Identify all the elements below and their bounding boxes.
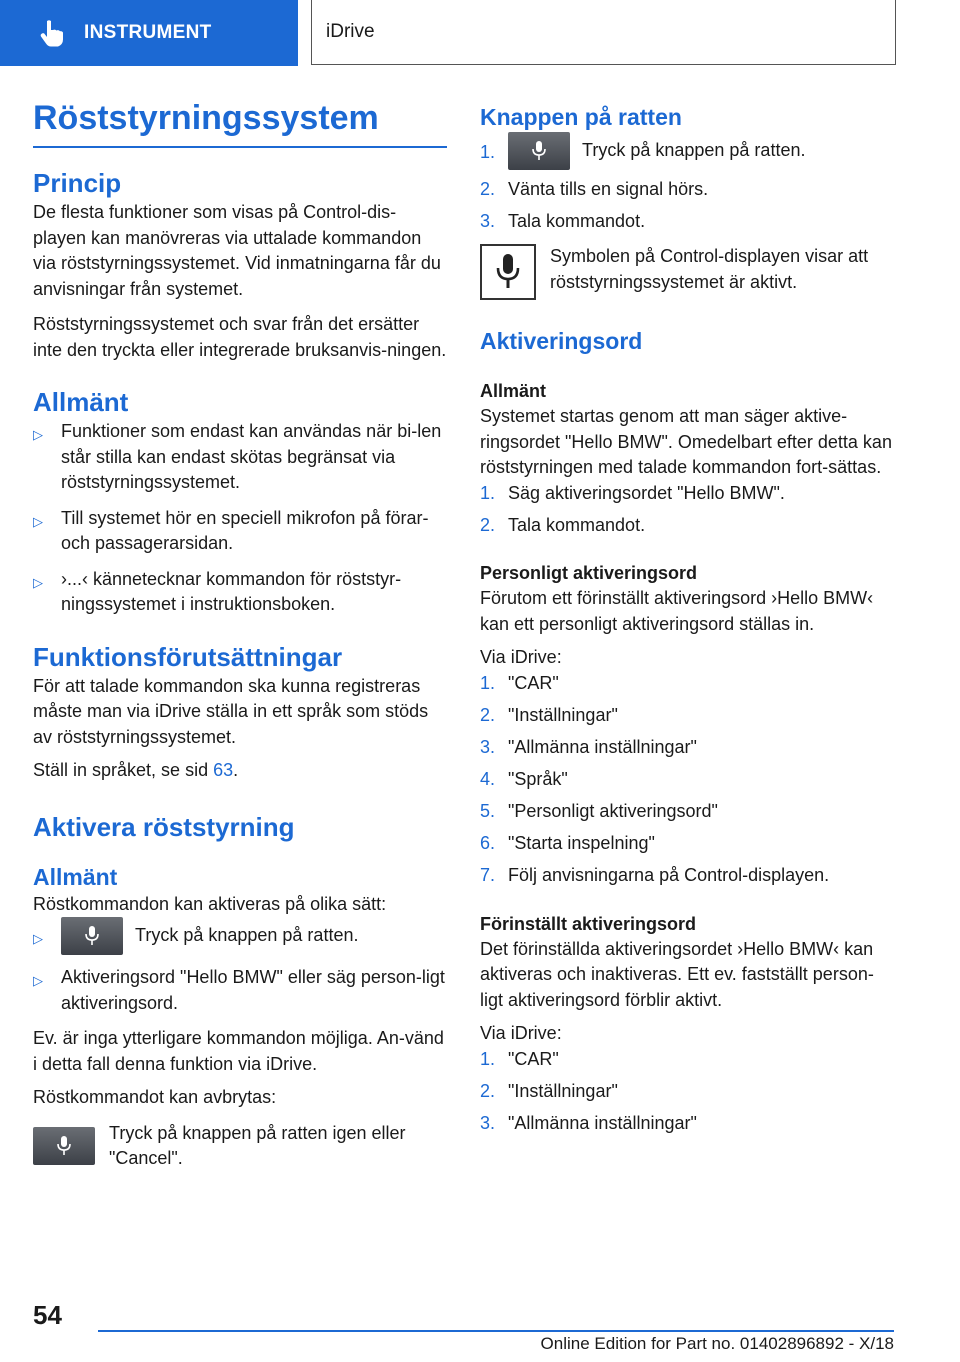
section-heading-funktionsforutsattningar: Funktionsförutsättningar (33, 641, 343, 672)
step-number: 5. (480, 801, 496, 822)
step-number: 3. (480, 1113, 496, 1134)
step-number: 2. (480, 178, 496, 199)
right-column (480, 96, 894, 1137)
list-item: 4. "Språk" (480, 767, 894, 793)
aktivera-list (33, 917, 447, 1016)
step-number: 7. (480, 865, 496, 886)
aktivera-cancel-intro: Röstkommandot kan avbrytas: (33, 1087, 277, 1107)
aktivera-note: Ev. är inga ytterligare kommandon möjliga. An-vänd i detta fall denna funktion via iDrive. (33, 1028, 444, 1074)
list-item: 6. "Starta inspelning" (480, 831, 894, 857)
microphone-icon (84, 925, 100, 947)
triangle-bullet-icon: ▷ (33, 513, 43, 529)
list-item: 3. "Allmänna inställningar" (480, 1111, 894, 1137)
list-item: ▷ ›...‹ kännetecknar kommandon för röststyr-ningssystemet i instruktionsboken. (33, 568, 402, 614)
list-item: 2. "Inställningar" (480, 1079, 894, 1105)
list-item: 5. "Personligt aktiveringsord" (480, 799, 894, 825)
list-item: 1. Säg aktiveringsordet "Hello BMW". (480, 481, 894, 507)
microphone-icon (531, 140, 547, 162)
princip-paragraph-1: De flesta funktioner som visas på Control-dis-playen kan manövreras via uttalade kommandon via röststyrningssystemet. Vid inmatningarna får du anvisningar från systemet. (33, 202, 441, 299)
list-item: 3. Tala kommandot. (480, 209, 894, 235)
microphone-icon (494, 252, 522, 292)
personligt-paragraph: Förutom ett förinställt aktiveringsord ›Hello BMW‹ kan ett personligt aktiveringsord ställas in. (480, 588, 874, 634)
section-heading-princip: Princip (33, 168, 122, 198)
knappen-steps (480, 132, 894, 234)
list-item: 1. "CAR" (480, 671, 894, 697)
triangle-bullet-icon: ▷ (33, 931, 43, 946)
list-item: ▷ Funktioner som endast kan användas när bi-len står stilla kan endast skötas begränsat via röststyrningssystemet. (33, 421, 442, 492)
via-idrive-label: Via iDrive: (480, 1023, 562, 1044)
step-number: 2. (480, 514, 496, 535)
page-footer (33, 1300, 894, 1353)
subheading-knappen: Knappen på ratten (480, 104, 682, 130)
page-header (0, 0, 960, 66)
step-number: 1. (480, 142, 496, 162)
list-item: 3. "Allmänna inställningar" (480, 735, 894, 761)
edition-text: Online Edition for Part no. 01402896892 - X/18 (540, 1334, 894, 1353)
section-heading-aktivera: Aktivera röststyrning (33, 811, 295, 842)
footer-divider (98, 1330, 894, 1332)
personligt-steps (480, 671, 894, 889)
list-item: ▷ Aktiveringsord "Hello BMW" eller säg person-ligt aktiveringsord. (33, 967, 445, 1013)
triangle-bullet-icon: ▷ (33, 973, 43, 988)
step-number: 2. (480, 704, 496, 725)
list-item: 7. Följ anvisningarna på Control-displayen. (480, 863, 894, 889)
voice-button-image (61, 917, 123, 955)
subheading-allmant: Allmänt (33, 863, 118, 890)
step-number: 6. (480, 833, 496, 854)
symbol-text: Symbolen på Control-displayen visar att röststyrningssystemet är aktivt. (550, 246, 869, 292)
step-number: 1. (480, 482, 496, 503)
voice-button-image (508, 132, 570, 170)
cancel-row (33, 1121, 447, 1172)
minor-heading-forinstallt: Förinställt aktiveringsord (480, 913, 697, 934)
aktiveringsord-steps (480, 481, 894, 539)
breadcrumb-label: iDrive (326, 21, 375, 42)
list-item: 2. Vänta tills en signal hörs. (480, 177, 894, 203)
page-title: Röststyrningssystem (33, 96, 447, 148)
step-number: 3. (480, 736, 496, 757)
hand-pointer-icon (36, 18, 66, 48)
left-column (33, 96, 447, 1172)
step-number: 2. (480, 1080, 496, 1101)
page-number: 54 (33, 1300, 62, 1330)
list-item: ▷ Tryck på knappen på ratten. (33, 917, 447, 955)
forinstallt-paragraph: Det förinställda aktiveringsordet ›Hello BMW‹ kan aktiveras och inaktiveras. Ett ev. fastställt person-ligt aktiveringsord förblir aktivt. (480, 938, 874, 1010)
triangle-bullet-icon: ▷ (33, 574, 43, 590)
princip-paragraph-2: Röststyrningssystemet och svar från det ersätter inte den tryckta eller integrerade bruksanvis-ningen. (33, 314, 447, 360)
funktion-paragraph-1: För att talade kommandon ska kunna registreras måste man via iDrive ställa in ett språk som stöds av röststyrningssystemet. (33, 675, 429, 747)
aktivera-intro: Röstkommandon kan aktiveras på olika sätt: (33, 893, 387, 914)
list-item: 1. Tryck på knappen på ratten. (480, 132, 894, 170)
minor-heading-allmant: Allmänt (480, 381, 547, 402)
voice-button-image (33, 1127, 95, 1165)
list-item: ▷ Till systemet hör en speciell mikrofon på förar- och passagerarsidan. (33, 507, 429, 553)
via-idrive-label: Via iDrive: (480, 647, 562, 668)
funktion-paragraph-2: Ställ in språket, se sid 63. (33, 760, 239, 780)
step-number: 1. (480, 1048, 496, 1069)
allmant-list (33, 419, 447, 618)
list-item: 1. "CAR" (480, 1047, 894, 1073)
chapter-tab-label: INSTRUMENT (84, 22, 212, 43)
subheading-aktiveringsord: Aktiveringsord (480, 328, 643, 355)
step-number: 1. (480, 672, 496, 693)
symbol-row (480, 244, 894, 300)
list-item: 2. Tala kommandot. (480, 513, 894, 539)
step-number: 3. (480, 210, 496, 231)
breadcrumb[interactable] (311, 0, 896, 65)
microphone-icon (56, 1135, 72, 1157)
voice-symbol-image (480, 244, 536, 300)
forinstallt-steps (480, 1047, 894, 1137)
list-item: 2. "Inställningar" (480, 703, 894, 729)
aktiveringsord-paragraph: Systemet startas genom att man säger aktive-ringsordet "Hello BMW". Omedelbart efter detta kan röststyrningen med talade kommandon fort-sättas. (480, 406, 892, 478)
cancel-text: Tryck på knappen på ratten igen eller "Cancel". (109, 1122, 406, 1168)
triangle-bullet-icon: ▷ (33, 427, 43, 442)
minor-heading-personligt: Personligt aktiveringsord (480, 563, 698, 584)
step-number: 4. (480, 769, 496, 790)
chapter-tab-instrument[interactable] (0, 0, 298, 66)
page-link[interactable]: 63 (213, 760, 234, 780)
section-heading-allmant: Allmänt (33, 387, 129, 417)
